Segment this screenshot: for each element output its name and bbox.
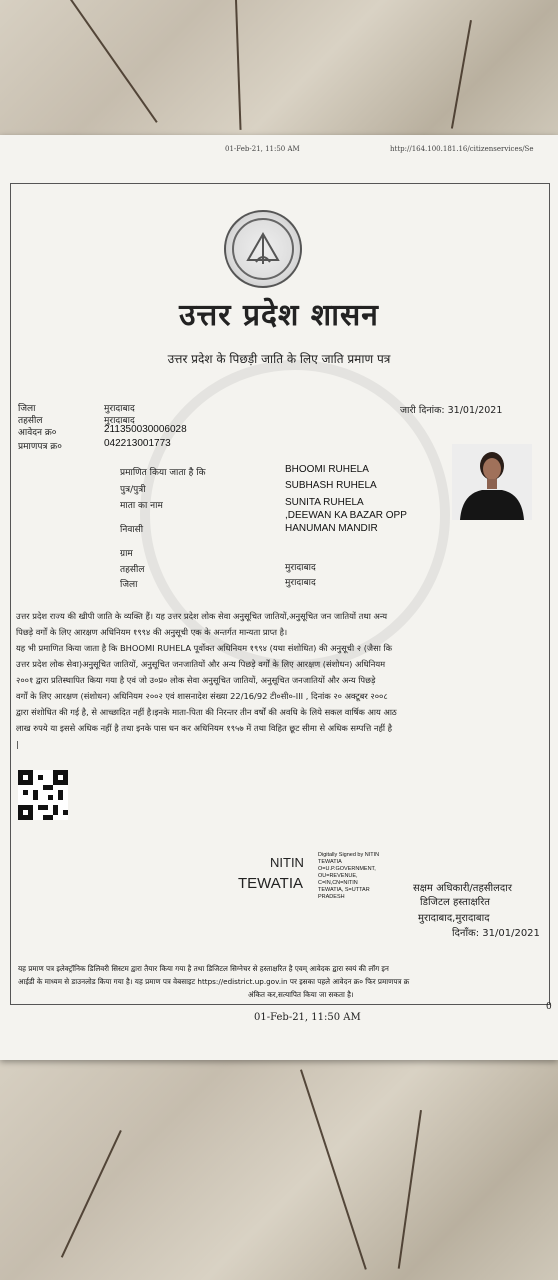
application-label: आवेदन क्र०	[18, 428, 57, 438]
digital-signature-block	[318, 852, 379, 901]
body-line: उत्तर प्रदेश राज्य की खीपी जाति के व्यक्ति हैं। यह उत्तर प्रदेश लोक सेवा अनुसूचित जातियों,अनुसूचित जन जातियों तथा अन्य	[16, 611, 388, 621]
certify-label: प्रमाणित किया जाता है कि	[120, 468, 206, 478]
digital-sign-line: PRADESH	[318, 894, 345, 900]
tehsil-label-2: तहसील	[120, 565, 145, 575]
government-title: उत्तर प्रदेश शासन	[179, 298, 379, 333]
digital-sign-line: O=U.P.GOVERNMENT,	[318, 866, 376, 872]
digital-sign-line: TEWATIA, S=UTTAR	[318, 887, 370, 893]
signing-date: दिनाँक: 31/01/2021	[452, 928, 540, 939]
footer-line: यह प्रमाण पत्र इलेक्ट्रॉनिक डिलिवरी सिस्टम द्वारा तैयार किया गया है तथा डिजिटल सिग्नेचर से हस्ताक्षरित है एवम् आवेदक द्वारा स्वयं की लॉग इन	[18, 964, 389, 973]
footer-note	[18, 962, 546, 1001]
print-timestamp: 01-Feb-21, 11:50 AM	[225, 145, 300, 153]
digital-sign-line: C=IN,CN=NITIN	[318, 880, 358, 886]
application-number: 211350030006028	[104, 424, 187, 435]
up-government-emblem	[224, 210, 302, 288]
digital-sign-line: OU=REVENUE,	[318, 873, 358, 879]
district-label: जिला	[18, 404, 36, 414]
father-name: SUBHASH RUHELA	[285, 480, 377, 491]
certificate-title: उत्तर प्रदेश के पिछड़ी जाति के लिए जाति प्रमाण पत्र	[167, 352, 391, 366]
address-line2: HANUMAN MANDIR	[285, 523, 378, 534]
signer-name-1: NITIN	[270, 855, 304, 870]
bottom-timestamp: 01-Feb-21, 11:50 AM	[254, 1012, 361, 1023]
page-number: 0	[546, 1002, 552, 1012]
body-line: २००१ द्वारा प्रतिस्थापित किया गया है एवं जो उ०प्र० लोक सेवा अनुसूचित जातियों, अनुसूचित जनजातियों और अन्य पिछड़े	[16, 675, 376, 685]
marble-background-top	[0, 0, 558, 140]
body-line: द्वारा संशोधित की गई है, से आच्छादित नहीं है।इनके माता-पिता की निरन्तर तीन वर्षों की अवधि के लिये सकल वार्षिक आय आठ	[16, 707, 397, 717]
marble-background-bottom	[0, 1055, 558, 1280]
certificate-label: प्रमाणपत्र क्र०	[18, 442, 62, 452]
body-line: |	[16, 739, 19, 749]
body-line: लाख रुपये या इससे अधिक नहीं है तथा इनके पास धन कर अधिनियम १९५७ में तथा विहित छूट सीमा से अधिक सम्पत्ति नहीं है	[16, 723, 393, 733]
authority-title: सक्षम अधिकारी/तहसीलदार	[413, 883, 512, 894]
mother-name: SUNITA RUHELA	[285, 497, 364, 508]
certificate-number: 042213001773	[104, 438, 171, 449]
tehsil-value: मुरादाबाद	[104, 416, 135, 426]
district-value: मुरादाबाद	[104, 404, 135, 414]
person-name: BHOOMI RUHELA	[285, 464, 369, 475]
person-photo-icon	[452, 444, 532, 520]
body-line: पिछड़े वर्गों के लिए आरक्षण अधिनियम १९९४ की अनुसूची एक के अन्तर्गत मान्यता प्राप्त है।	[16, 627, 288, 637]
footer-line: अंकित कर,सत्यापित किया जा सकता है।	[248, 990, 354, 999]
emblem-icon	[226, 212, 300, 286]
signing-place: मुरादाबाद,मुरादाबाद	[418, 913, 490, 924]
digital-sign-line: TEWATIA	[318, 859, 342, 865]
mother-label: माता का नाम	[120, 501, 163, 511]
tehsil-value-2: मुरादाबाद	[285, 563, 316, 573]
body-line: यह भी प्रमाणित किया जाता है कि BHOOMI RUHELA पूर्वोक्त अधिनियम १९९४ (यथा संशोधित) की अनुसूची २ (जैसा कि	[16, 643, 392, 653]
certificate-body	[16, 608, 546, 752]
qr-code-icon	[18, 770, 68, 820]
signer-name-2: TEWATIA	[238, 875, 303, 892]
district-label-2: जिला	[120, 580, 138, 590]
body-line: उत्तर प्रदेश लोक सेवा)अनुसूचित जातियों, अनुसूचित जनजातियों और अन्य पिछड़े वर्गों के लिए आरक्षण (संशोधन) अधिनियम	[16, 659, 386, 669]
resident-label: निवासी	[120, 525, 144, 535]
relation-label: पुत्र/पुत्री	[120, 485, 146, 495]
issue-date: जारी दिनांक: 31/01/2021	[400, 405, 503, 416]
footer-line: आईडी के माध्यम से डाउनलोड किया गया है। यह प्रमाण पत्र वेबसाइट https://edistrict.up.gov.in पर इसका पहले आवेदन क्र० फिर प्रमाणपत्र क्र	[18, 977, 410, 986]
applicant-photo	[452, 444, 532, 520]
qr-code	[18, 770, 68, 820]
district-value-2: मुरादाबाद	[285, 578, 316, 588]
village-label: ग्राम	[120, 549, 133, 559]
body-line: वर्गों के लिए आरक्षण (संशोधन) अधिनियम २००२ एवं शासनादेश संख्या 22/16/92 टी०सी०-III , दिनांक २० अक्टूबर २००८	[16, 691, 388, 701]
digital-sign-line: Digitally Signed by NITIN	[318, 852, 380, 858]
address-line1: ,DEEWAN KA BAZAR OPP	[285, 510, 407, 521]
digital-signed-label: डिजिटल हस्ताक्षरित	[420, 897, 490, 908]
print-url: http://164.100.181.16/citizenservices/Se	[390, 145, 534, 153]
tehsil-label: तहसील	[18, 416, 43, 426]
